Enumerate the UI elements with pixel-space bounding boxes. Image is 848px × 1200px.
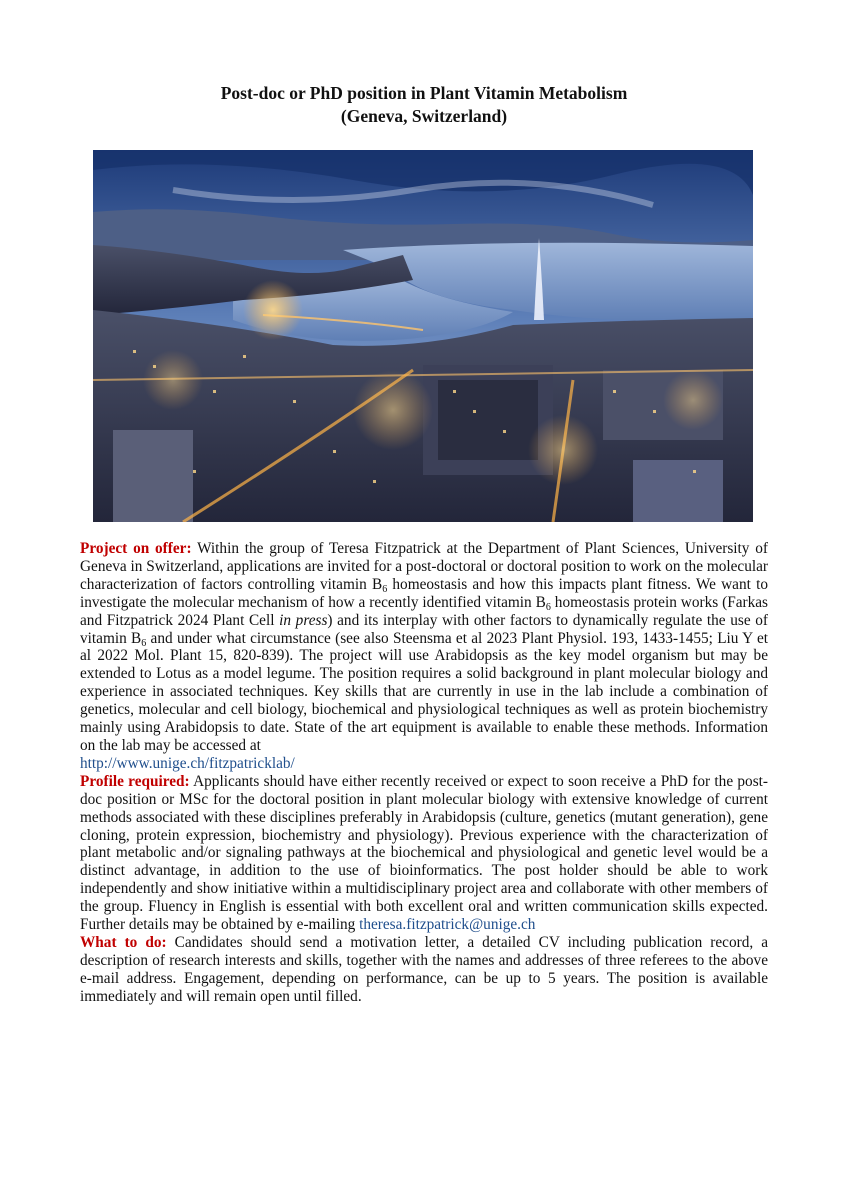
title-line-1: Post-doc or PhD position in Plant Vitamin Metabolism <box>220 83 628 103</box>
profile-heading: Profile required: <box>80 772 190 790</box>
todo-heading: What to do: <box>80 933 167 951</box>
project-heading: Project on offer: <box>80 540 192 557</box>
lab-website-link[interactable]: http://www.unige.ch/fitzpatricklab/ <box>80 754 295 772</box>
project-paragraph: Project on offer: Within the group of Teresa Fitzpatrick at the Department of Plant Sciences, University of Geneva in Switzerland, applications are invited for a post-doctoral or doctoral position to work on the molecular characterization of factors controlling vitamin $B_6$ homeostasis and how this impacts plant fitness. We want to investigate the molecular mechanism of how a recently identified vitamin $B_6$ homeostasis protein works (Farkas and Fitzpatrick 2024 Plant Cell in press) and its interplay with other factors to dynamically regulate the use of vitamin $B_6$ and under what circumstance (see also Steensma et al 2023 Plant Physiol. 193, 1433-1455; Liu Y et al 2022 Mol. Plant 15, 820-839). The project will use Arabidopsis as the key model organism but may be extended to Lotus as a model legume. The position requires a solid background in plant molecular biology and experience in associated techniques. Key skills that are currently in use in the lab include a combination of genetics, molecular and cell biology, biochemical and physiological techniques as well as protein biochemistry mainly using Arabidopsis to date. State of the art equipment is available to enable these methods. Information on the lab may be accessed at http://www.unige.ch/fitzpatricklab/ <box>80 540 769 772</box>
profile-paragraph: Profile required: Applicants should have either recently received or expect to soon receive a PhD for the post-doc position or MSc for the doctoral position in plant molecular biology with extensive knowledge of current methods associated with these disciplines preferably in Arabidopsis (culture, genetics (mutant generation), gene cloning, protein expression, biochemistry and physiology). Previous experience with the characterization of plant metabolic and/or signaling pathways at the biochemical and physiological and genetic level would be a distinct advantage, in addition to the use of bioinformatics. The post holder should be able to work independently and show initiative within a multidisciplinary project area and collaborate with other members of the group. Fluency in English is essential with both excellent oral and written communication skills expected. Further details may be obtained by e-mailing theresa.fitzpatrick@unige.ch <box>80 772 768 934</box>
email-link[interactable]: theresa.fitzpatrick@unige.ch <box>359 916 536 934</box>
page-title <box>80 82 768 128</box>
body-text <box>80 540 768 1006</box>
geneva-photo <box>93 150 753 522</box>
todo-paragraph: What to do: Candidates should send a motivation letter, a detailed CV including publication record, a description of research interests and skills, together with the names and addresses of three referees to the above e-mail address. Engagement, depending on performance, can be up to 5 years. The position is available immediately and will remain open until filled. <box>80 933 769 1005</box>
title-line-2: (Geneva, Switzerland) <box>340 106 508 126</box>
